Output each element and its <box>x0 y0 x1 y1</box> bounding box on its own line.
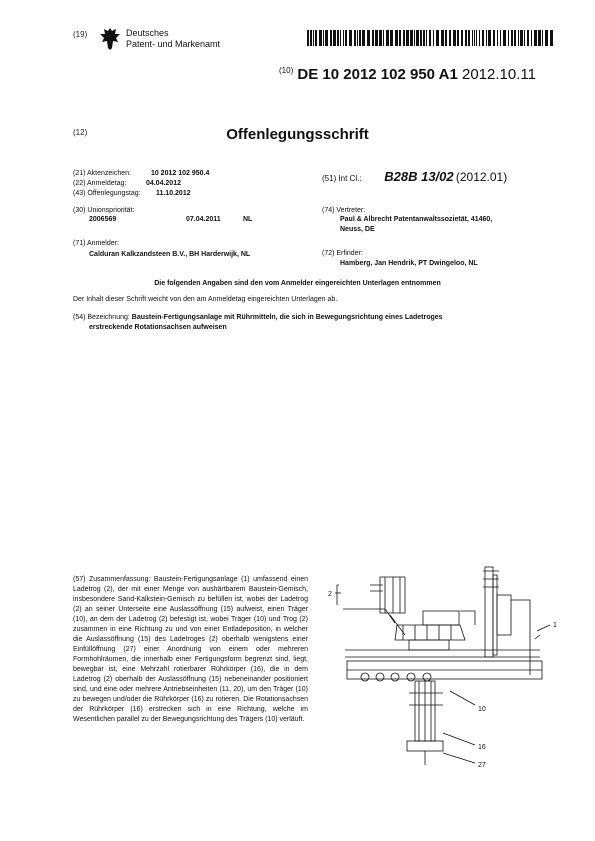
document-number <box>279 66 536 83</box>
field-22 <box>73 179 181 188</box>
field-43-value: 11.10.2012 <box>155 190 191 197</box>
field-71-value: Calduran Kalkzandsteen B.V., BH Harderwijk, NL <box>89 251 251 258</box>
barcode <box>307 30 555 46</box>
field-72-value: Hamberg, Jan Hendrik, PT Dwingeloo, NL <box>340 260 478 267</box>
ref-label-27: 27 <box>478 762 486 769</box>
ref-label-10: 10 <box>478 706 486 713</box>
field-51 <box>322 169 507 184</box>
federal-eagle-logo <box>98 26 122 52</box>
field-74-label: (74) Vertreter: <box>322 207 366 214</box>
inid-code-12: (12) <box>73 128 88 137</box>
office-name-line1: Deutsches <box>126 28 169 38</box>
field-21 <box>73 169 209 178</box>
field-21-value: 10 2012 102 950.4 <box>150 170 210 177</box>
office-name-line2: Patent- und Markenamt <box>126 39 221 49</box>
field-74-line2: Neuss, DE <box>340 226 375 233</box>
field-71-label: (71) Anmelder: <box>73 240 119 247</box>
field-51-class: B28B 13/02 <box>384 169 454 184</box>
field-51-label: (51) Int Cl.: <box>322 174 362 183</box>
field-30-country: NL <box>243 216 253 223</box>
publication-date: 2012.10.11 <box>461 66 536 83</box>
abstract-text: (57) Zusammenfassung: Baustein-Fertigungsanlage (1) umfassend einen Ladetrog (2), der mit einer Menge von aushärtbarem Baustein-Gemisch, insbesondere Sand-Kalkstein-Gemisch zu befüllen ist, wobei der Ladetrog (2) an seiner Unterseite eine Auslassöffnung (15) aufweist, einen Träger (10), an dem der Ladetrog (2) befestigt ist, wobei Träger (10) und Trog (2) zusammen in eine Richtung zu und von einer Entladeposition, in welcher die Auslassöffnung (15) des Ladetroges (2) oberhalb wenigstens einer Einfüllöffnung (27) einer Anordnung von einem oder mehreren Formhohlräumen, die innerhalb einer Fertigungsform begrenzt sind, liegt, bewegbar ist, eine Mehrzahl rotierbarer Rührkörper (16), die in dem Ladetrog (2) oberhalb der Auslassöffnung (15) nebeneinander positioniert sind, und eine oder mehrere Antriebseinheiten (11, 20), um den Träger (10) zu bewegen und/oder die Rührkörper (16) zu rotieren. Die Rotationsachsen der Rührkörper (16) erstrecken sich in eine Richtung, welche im Wesentlichen parallel zu der Bewegungsrichtung des Trägers (10) verläuft. <box>73 576 308 723</box>
office-name <box>126 28 220 50</box>
field-30-number: 2006569 <box>89 216 117 223</box>
field-43-label: (43) Offenlegungstag: <box>73 190 141 197</box>
inid-code-19: (19) <box>73 30 88 39</box>
patent-drawing <box>325 565 565 770</box>
title-line1: Baustein-Fertigungsanlage mit Rührmitteln, die sich in Bewegungsrichtung eines Ladetroges <box>131 314 443 321</box>
field-30-label: (30) Unionspriorität: <box>73 207 135 214</box>
field-22-label: (22) Anmeldetag: <box>73 180 127 187</box>
publication-number: DE 10 2012 102 950 A1 <box>297 66 458 83</box>
inid-code-10: (10) <box>279 66 294 75</box>
content-note: Der Inhalt dieser Schrift weicht von den am Anmeldetag eingereichten Unterlagen ab. <box>73 296 338 303</box>
document-type: Offenlegungsschrift <box>226 126 369 143</box>
title-field <box>73 313 443 322</box>
field-51-year: (2012.01) <box>455 170 508 184</box>
field-21-label: (21) Aktenzeichen: <box>73 170 131 177</box>
field-43 <box>73 189 191 198</box>
ref-label-1: 1 <box>553 622 557 629</box>
field-22-value: 04.04.2012 <box>145 180 181 187</box>
ref-label-16: 16 <box>478 744 486 751</box>
field-30-date: 07.04.2011 <box>186 216 221 223</box>
field-74-line1: Paul & Albrecht Patentanwaltssozietät, 41460, <box>340 216 493 223</box>
title-label: (54) Bezeichnung: <box>73 314 130 321</box>
title-line2: erstreckende Rotationsachsen aufweisen <box>89 324 227 331</box>
field-72-label: (72) Erfinder: <box>322 250 363 257</box>
ref-label-2: 2 <box>328 591 332 598</box>
applicant-note: Die folgenden Angaben sind den vom Anmelder eingereichten Unterlagen entnommen <box>154 280 441 287</box>
